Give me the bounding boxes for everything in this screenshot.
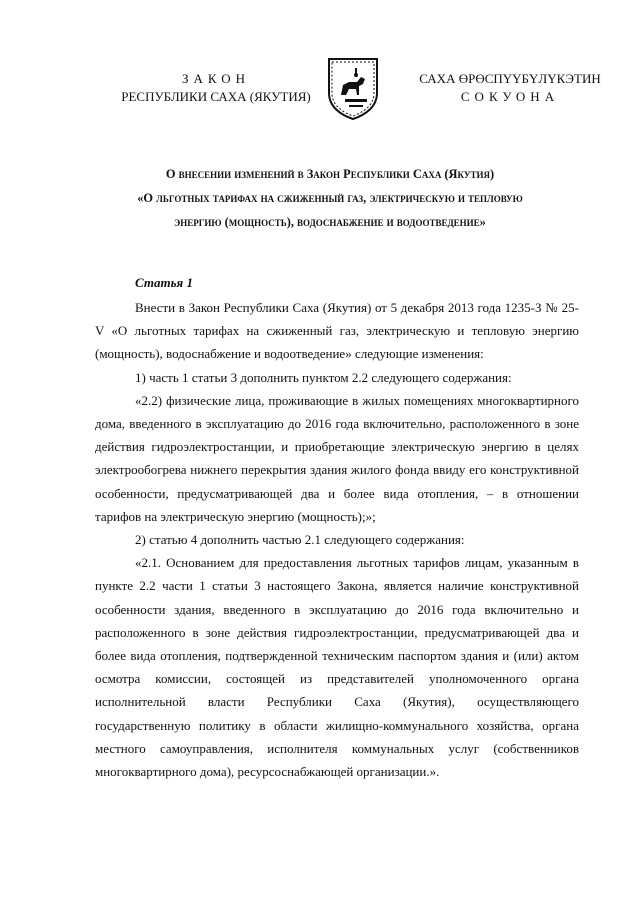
header-right <box>405 70 615 106</box>
header-left <box>118 70 314 106</box>
law-word-sakha: СОКУОНА <box>460 89 560 104</box>
title-line-2: «О льготных тарифах на сжиженный газ, электрическую и тепловую <box>137 191 523 205</box>
law-word-ru: ЗАКОН <box>181 71 251 86</box>
republic-name-ru: РЕСПУБЛИКИ САХА (ЯКУТИЯ) <box>121 89 311 104</box>
law-title <box>95 162 565 234</box>
paragraph-item-2: 2) статью 4 дополнить частью 2.1 следующего содержания: <box>135 532 465 548</box>
paragraph-item-1: 1) часть 1 статьи 3 дополнить пунктом 2.2 следующего содержания: <box>135 369 512 385</box>
article-body <box>95 296 579 783</box>
title-line-3: энергию (мощность), водоснабжение и водоотведение» <box>174 215 486 229</box>
paragraph-intro: Внести в Закон Республики Саха (Якутия) от 5 декабря 2013 года 1235-З № 25-V «О льготных тарифах на сжиженный газ, электрическую и тепловую энергию (мощность), водоснабжение и водоотведение» следующие изменения: <box>95 300 579 362</box>
article-heading: Статья 1 <box>135 275 193 290</box>
title-line-1: О внесении изменений в Закон Республики Саха (Якутия) <box>165 167 495 181</box>
republic-name-sakha: САХА ӨРӨСПҮҮБҮЛҮКЭТИН <box>419 71 601 86</box>
yakutia-coat-of-arms-icon <box>323 55 383 121</box>
paragraph-clause-2-2: «2.2) физические лица, проживающие в жилых помещениях многоквартирного дома, введенного в эксплуатацию до 2016 года включительно, расположенного в зоне действия гидроэлектростанции, и приобретающие электрическую энергию в целях электрообогрева нижнего перекрытия здания жилого фонда ввиду его конструктивной особенности, предусматривающей два и более вида отопления, – в отношении тарифов на электрическую энергию (мощность);»; <box>95 392 579 524</box>
paragraph-clause-2-1: «2.1. Основанием для предоставления льготных тарифов лицам, указанным в пункте 2.2 части 1 статьи 3 настоящего Закона, является наличие конструктивной особенности здания, введенного в эксплуатацию до 2016 года включительно и расположенного в зоне действия гидроэлектростанции, предусматривающей два и более вида отопления, подтвержденной техническим паспортом здания и (или) актом осмотра комиссии, состоящей из представителей уполномоченного органа исполнительной власти Республики Саха (Якутия), осуществляющего государственную политику в области жилищно-коммунального хозяйства, органа местного самоуправления, исполнителя коммунальных услуг (собственников многоквартирного дома), ресурсоснабжающей организации.». <box>95 555 579 780</box>
